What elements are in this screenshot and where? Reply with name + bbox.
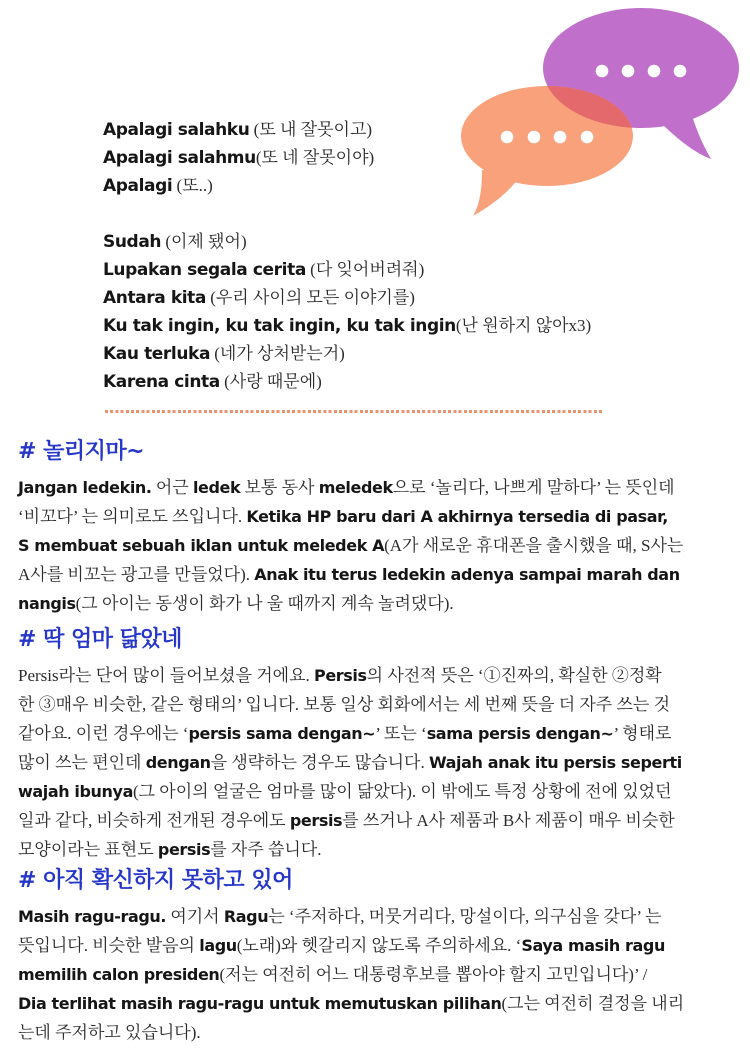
korean-text: 뜻입니다. 비슷한 발음의 <box>18 936 200 955</box>
text-line <box>18 902 740 931</box>
text-line <box>18 989 740 1018</box>
section-dont-tease <box>18 437 740 618</box>
korean-text: ’ 형태로 <box>613 724 672 743</box>
section-body <box>18 661 740 864</box>
korean-text: 는 ‘주저하다, 머뭇거리다, 망설이다, 의구심을 갖다’ 는 <box>268 907 662 926</box>
latin-text: Karena cinta <box>103 372 220 392</box>
latin-text: lagu <box>199 936 237 955</box>
korean-text: 의 사전적 뜻은 ‘①진짜의, 확실한 ②정확 <box>366 666 662 685</box>
korean-text: (그는 여전히 결정을 내리 <box>501 994 685 1013</box>
text-line <box>103 116 740 144</box>
latin-text: Anak itu terus ledekin adenya sampai marah dan <box>254 565 680 584</box>
text-line <box>18 835 740 864</box>
text-line <box>18 806 740 835</box>
latin-text: Ku tak ingin, ku tak ingin, ku tak ingin <box>103 316 456 336</box>
section-looks-like-mom <box>18 625 740 864</box>
section-body <box>18 902 740 1047</box>
korean-text: (또 네 잘못이야) <box>255 148 375 167</box>
text-line <box>103 312 740 340</box>
korean-text: ‘비꼬다’ 는 의미로도 쓰입니다. <box>18 507 247 526</box>
latin-text: dengan <box>145 753 211 772</box>
latin-text: persis <box>289 811 343 830</box>
korean-text: (그 아이는 동생이 화가 나 울 때까지 계속 놀려댔다). <box>75 594 454 613</box>
text-line <box>18 531 740 560</box>
korean-text: (다 잊어버려줘) <box>305 260 425 279</box>
korean-text: 여기서 <box>166 907 224 926</box>
text-line <box>18 1018 740 1047</box>
text-line <box>18 931 740 960</box>
latin-text: ledek <box>192 478 241 497</box>
section-heading: # 아직 확신하지 못하고 있어 <box>18 868 293 893</box>
korean-text: A사를 비꼬는 광고를 만들었다). <box>18 565 255 584</box>
korean-text: 를 자주 씁니다. <box>210 840 322 859</box>
latin-text: Wajah anak itu persis seperti <box>428 753 682 772</box>
text-line <box>18 748 740 777</box>
text-line <box>18 960 740 989</box>
korean-text: ’ 또는 ‘ <box>375 724 427 743</box>
korean-text: (그 아이의 얼굴은 엄마를 많이 닮았다). 이 밖에도 특정 상황에 전에 있었던 <box>132 782 672 801</box>
korean-text: 으로 ‘놀리다, 나쁘게 말하다’ 는 뜻인데 <box>392 478 675 497</box>
korean-text: Persis라는 단어 많이 들어보셨을 거에요. <box>18 666 315 685</box>
latin-text: Persis <box>314 666 367 685</box>
text-line <box>103 172 740 200</box>
latin-text: Saya masih ragu <box>521 936 665 955</box>
latin-text: Dia terlihat masih ragu-ragu untuk memutuskan pilihan <box>18 994 502 1013</box>
korean-text: 를 쓰거나 A사 제품과 B사 제품이 매우 비슷한 <box>342 811 675 830</box>
latin-text: sama persis dengan~ <box>426 724 614 743</box>
text-line <box>103 256 740 284</box>
korean-text: 많이 쓰는 편인데 <box>18 753 146 772</box>
text-line <box>103 144 740 172</box>
korean-text: (사랑 때문에) <box>219 372 322 391</box>
text-line <box>103 368 740 396</box>
text-line <box>18 560 740 589</box>
text-line <box>103 340 740 368</box>
latin-text: Kau terluka <box>103 344 211 364</box>
korean-text: (A가 새로운 휴대폰을 출시했을 때, S사는 <box>384 536 684 555</box>
latin-text: Apalagi salahmu <box>103 148 256 168</box>
latin-text: persis <box>157 840 211 859</box>
text-line <box>18 719 740 748</box>
korean-text: (또 내 잘못이고) <box>249 120 373 139</box>
korean-text: 는데 주저하고 있습니다). <box>18 1023 201 1042</box>
text-line <box>18 777 740 806</box>
korean-text: (우리 사이의 모든 이야기를) <box>205 288 415 307</box>
text-line <box>18 589 740 618</box>
dotted-separator <box>105 410 602 413</box>
latin-text: memilih calon presiden <box>18 965 220 984</box>
latin-text: meledek <box>318 478 393 497</box>
section-still-not-sure <box>18 866 740 1047</box>
latin-text: Apalagi <box>103 176 173 196</box>
latin-text: Ketika HP baru dari A akhirnya tersedia di pasar, <box>246 507 668 526</box>
korean-text: 일과 같다, 비슷하게 전개된 경우에도 <box>18 811 290 830</box>
korean-text: (네가 상처받는거) <box>210 344 345 363</box>
latin-text: S membuat sebuah iklan untuk meledek A <box>18 536 385 555</box>
text-line <box>103 284 740 312</box>
korean-text: 모양이라는 표현도 <box>18 840 158 859</box>
korean-text: (난 원하지 않아x3) <box>455 316 592 335</box>
korean-text: (또..) <box>172 176 213 195</box>
text-line <box>103 228 740 256</box>
latin-text: Lupakan segala cerita <box>103 260 306 280</box>
latin-text: Masih ragu-ragu. <box>18 907 167 926</box>
korean-text: (이제 됐어) <box>161 232 247 251</box>
korean-text: 어근 <box>151 478 193 497</box>
latin-text: Apalagi salahku <box>103 120 250 140</box>
section-heading: # 딱 엄마 닮았네 <box>18 627 182 652</box>
korean-text: 보통 동사 <box>240 478 319 497</box>
lyrics-block-1 <box>103 116 740 200</box>
latin-text: Jangan ledekin. <box>18 478 152 497</box>
section-heading: # 놀리지마~ <box>18 439 145 464</box>
korean-text: (노래)와 헷갈리지 않도록 주의하세요. ‘ <box>236 936 522 955</box>
text-line <box>18 661 740 690</box>
latin-text: persis sama dengan~ <box>188 724 376 743</box>
lyrics-gap <box>18 200 740 228</box>
korean-text: 한 ③매우 비슷한, 같은 형태의’ 입니다. 보통 일상 회화에서는 세 번째 뜻을 더 자주 쓰는 것 <box>18 695 670 714</box>
text-line <box>18 690 740 719</box>
korean-text: 같아요. 이런 경우에는 ‘ <box>18 724 189 743</box>
latin-text: Sudah <box>103 232 162 252</box>
text-line <box>18 473 740 502</box>
latin-text: wajah ibunya <box>18 782 133 801</box>
korean-text: 을 생략하는 경우도 많습니다. <box>210 753 429 772</box>
text-line <box>18 502 740 531</box>
korean-text: (저는 여전히 어느 대통령후보를 뽑아야 할지 고민입니다)’ / <box>219 965 648 984</box>
latin-text: nangis <box>18 594 76 613</box>
lyrics-block-2 <box>103 228 740 396</box>
latin-text: Antara kita <box>103 288 206 308</box>
section-body <box>18 473 740 618</box>
latin-text: Ragu <box>223 907 269 926</box>
